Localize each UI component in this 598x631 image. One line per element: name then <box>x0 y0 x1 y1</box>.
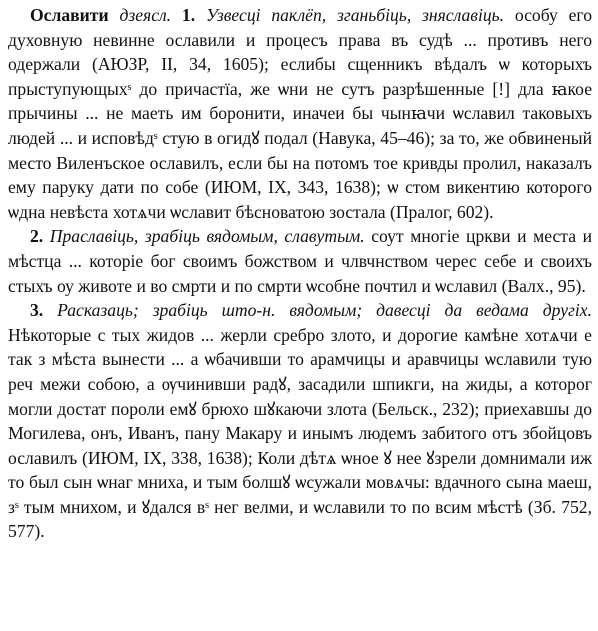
sense-gloss: Узвесці паклёп, зганьбіць, зняславіць. <box>205 5 505 25</box>
entry-sense-2 <box>8 224 592 298</box>
sense-gloss: Праславіць, зрабіць вядомым, славутым. <box>49 226 365 247</box>
sense-gloss: Расказаць; зрабіць што-н. вядомым; давесці да ведама другіх. <box>57 300 592 321</box>
headword: Ославити <box>30 5 109 25</box>
sense-citations: Нѣкоторые с тых жидов ... жерли сребро злото, и дорогие камѣне хотѧчи е так з мѣста вынести ... а ѡбачивши то арамчицы и аравчицы ѡславили тую реч межи собою, а ѹчинивши радꙋ, засадили шпикги, на жиды, а которог могли достат пороли емꙋ брюхо шꙋкаючи злота (Бельск., 232); приехавшы до Могилева, онъ, Иванъ, пану Макару и инымъ людемъ забитого отъ збойцовъ ославилъ (ИЮМ, IX, 338, 1638); Коли дѣтѧ ѡное ꙋ нее ꙋзрели домнимали иж то был сын ѡнаг мниха, и тым болшꙋ ѡсужали мовѧчы: вдачного сына маеш, зˢ тым мнихом, и ꙋдался вˢ нег велми, и ѡславили то по всим мѣстѣ (Зб. 752, 577). <box>8 324 592 542</box>
entry-sense-3 <box>8 298 592 544</box>
sense-citations: особу его духовную невинне ославили и процесъ права въ судѣ ... противъ него одержали (АЮЗР, II, 34, 1605); еслибы сщенникъ вѣдалъ ѡ которыхъ прыступующыхˢ до причастїа, же ѡни не сутъ разрѣшенные [!] дла ꙗкое прычины ... не маеть им боронити, иначеи бы чынꙗчи ѡславил таковыхъ людей ... и исповѣдˢ стую в огидꙋ подал (Навука, 45–46); за то, же обвиненый место Виленъское ославилъ, если бы на потомъ тое кривды пролил, наказалъ ему паруку дати по собе (ИЮМ, IX, 343, 1638); ѡ стом викентию которого ѡдна невѣста хотѧчи ѡславит бѣсноватою зостала (Пралог, 602). <box>8 5 593 222</box>
sense-number: 3. <box>30 300 44 321</box>
sense-citations: соут многіе цркви и места и мѣстца ... которіе бог своимъ божством и члвчнством черес себе и своихъ стыхъ оу животе и во смрти и по смрти ѡсобне почтил и ѡславил (Валх., 95). <box>8 226 592 296</box>
part-of-speech: дзеясл. <box>119 5 172 25</box>
sense-number: 1. <box>181 5 196 25</box>
entry-sense-1 <box>8 3 592 224</box>
sense-number: 2. <box>30 226 44 247</box>
